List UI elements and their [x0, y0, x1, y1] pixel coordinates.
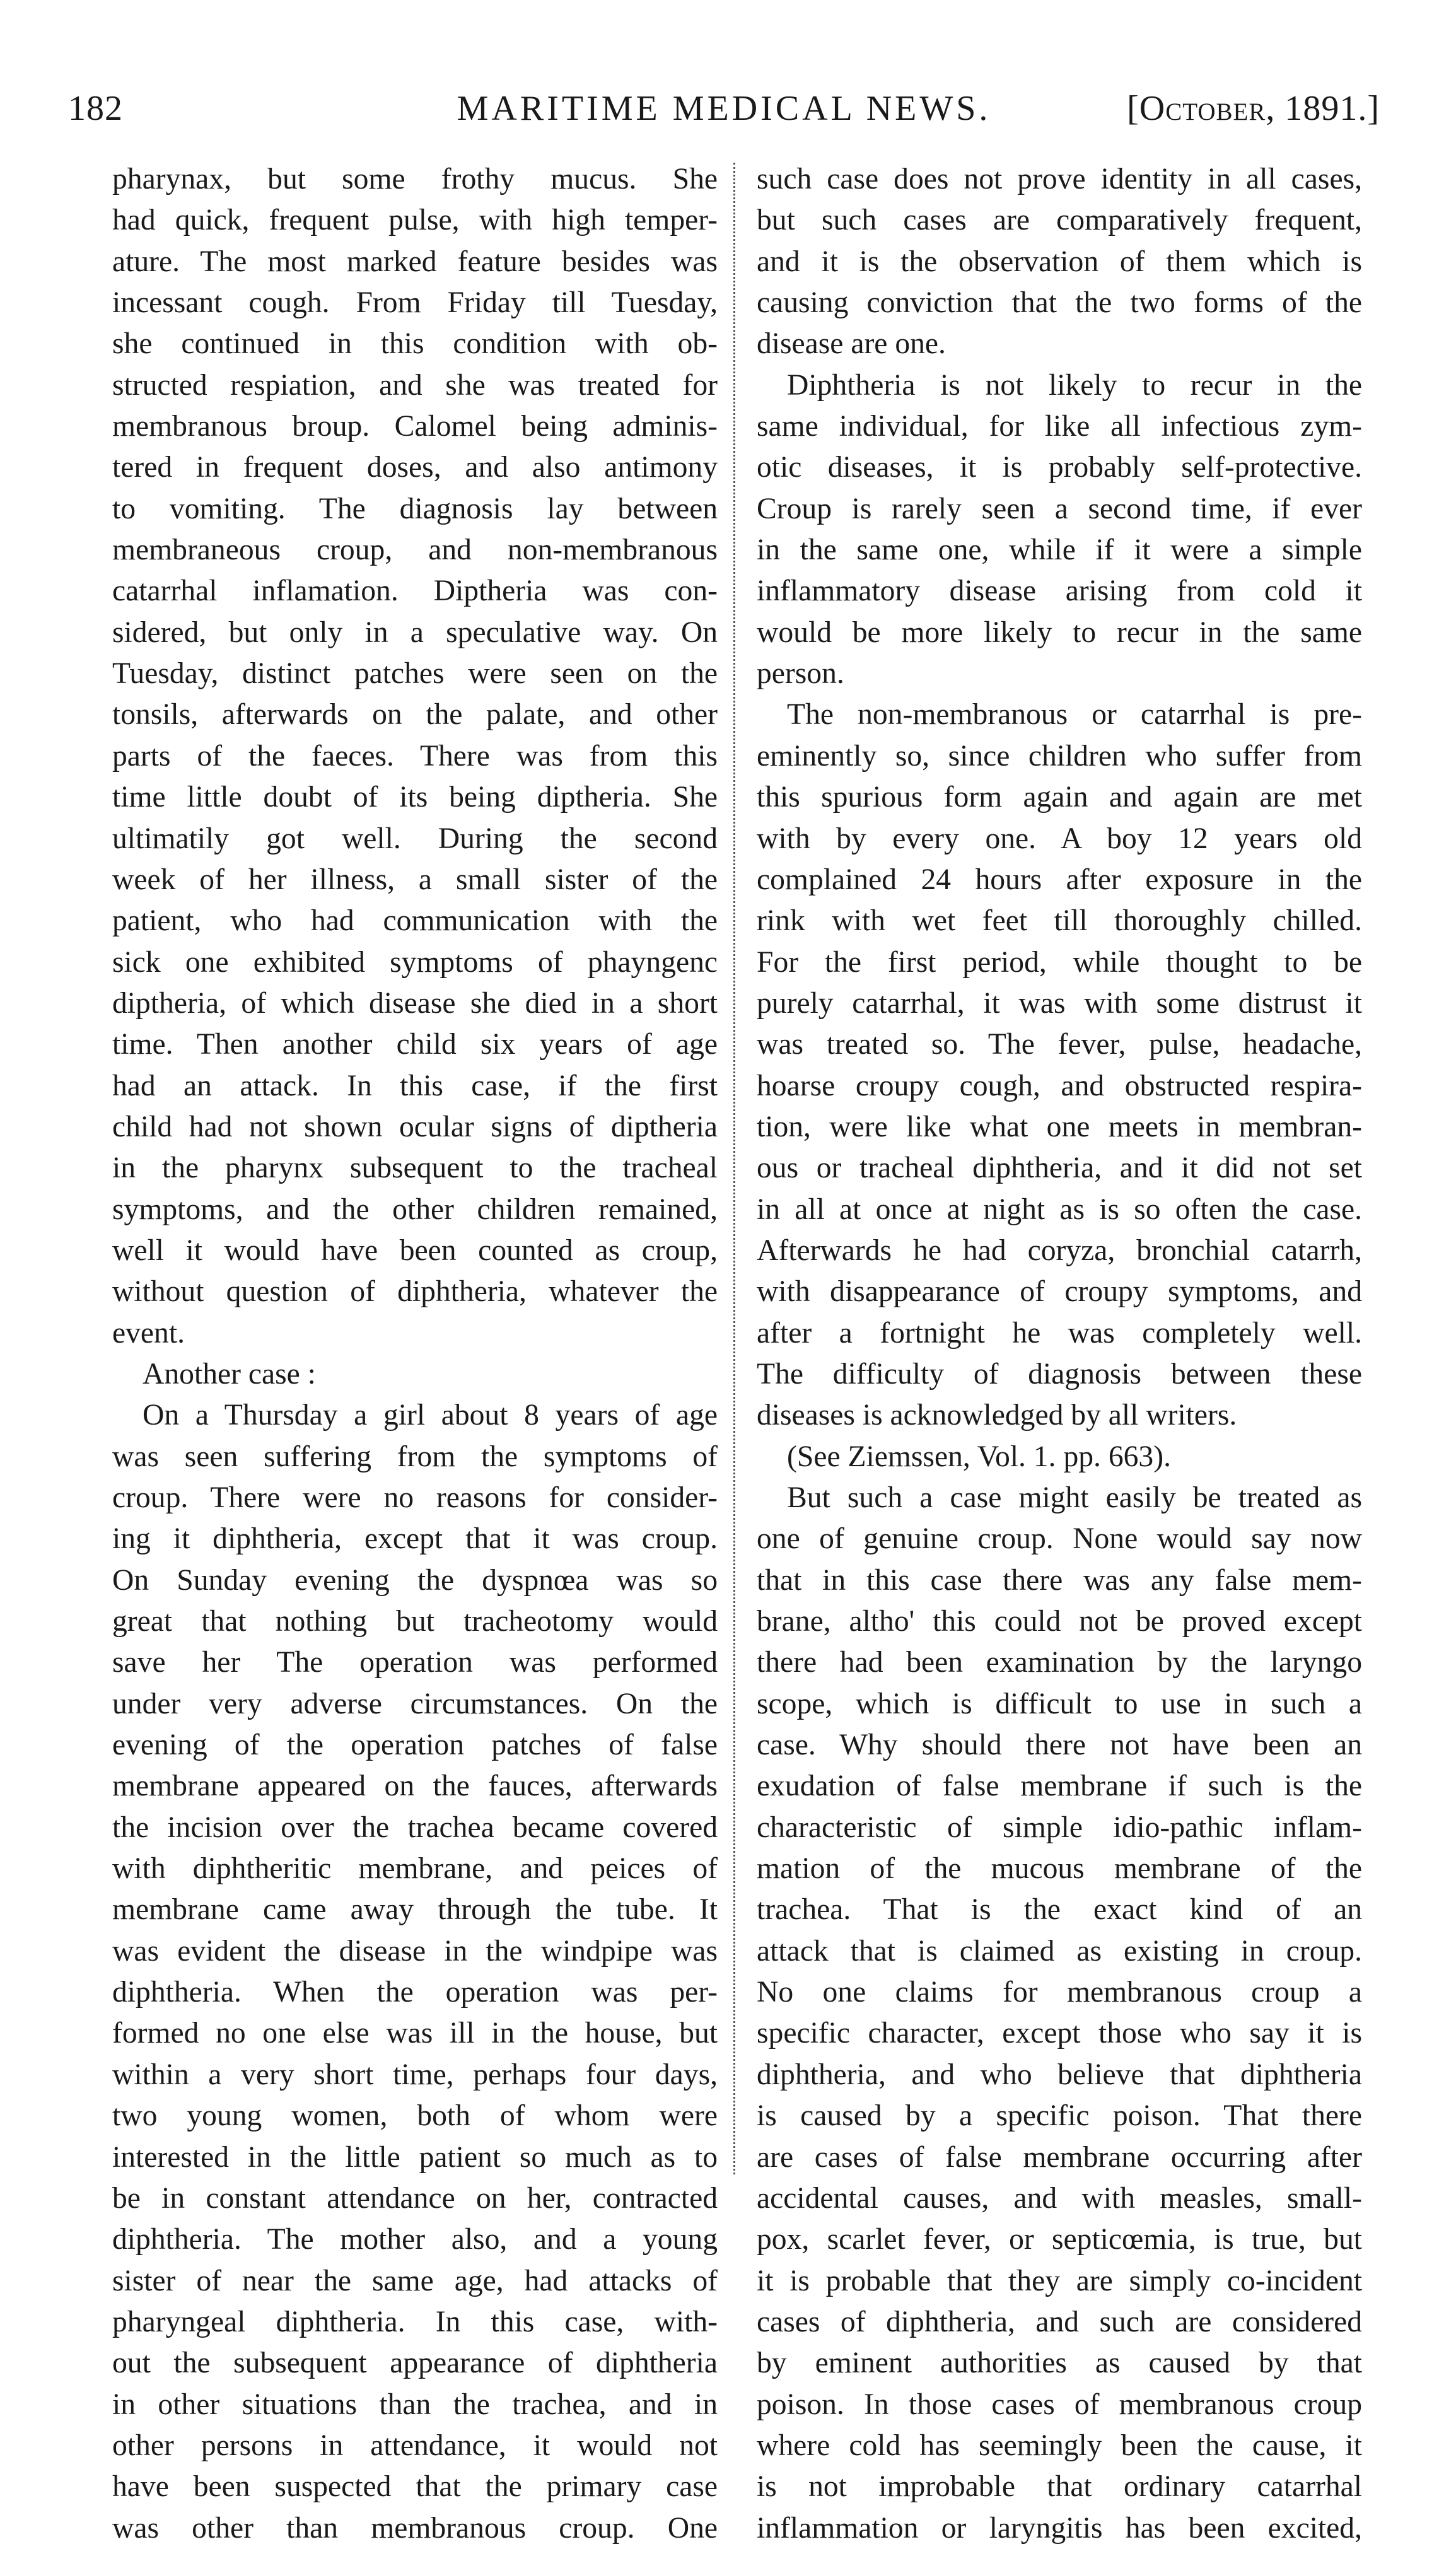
- text-line: croup. There were no reasons for consider-: [112, 1481, 718, 1514]
- text-line: ature. The most marked feature besides was: [112, 245, 718, 278]
- text-line: in the same one, while if it were a simple: [757, 534, 1362, 567]
- text-line: without question of diphtheria, whatever the: [112, 1275, 718, 1309]
- text-line: pox, scarlet fever, or septicœmia, is true, but: [757, 2223, 1362, 2256]
- text-line: had quick, frequent pulse, with high temper-: [112, 204, 718, 237]
- text-line: such case does not prove identity in all cases,: [757, 163, 1362, 195]
- text-line: exudation of false membrane if such is the: [757, 1770, 1362, 1803]
- text-line: brane, altho' this could not be proved except: [757, 1605, 1362, 1638]
- text-line: and it is the observation of them which is: [757, 245, 1362, 278]
- text-line: within a very short time, perhaps four days,: [112, 2058, 718, 2091]
- text-line: The non-membranous or catarrhal is pre-: [787, 698, 1362, 732]
- text-line: one of genuine croup. None would say now: [757, 1522, 1362, 1556]
- text-line: week of her illness, a small sister of the: [112, 863, 718, 896]
- text-line: ing it diphtheria, except that it was croup.: [112, 1522, 718, 1556]
- text-line: otic diseases, it is probably self-protective.: [757, 451, 1362, 484]
- text-line: incessant cough. From Friday till Tuesday,: [112, 286, 718, 320]
- text-line: eminently so, since children who suffer from: [757, 739, 1362, 773]
- text-line: diphtheria, and who believe that diphtheria: [757, 2058, 1362, 2091]
- page-header: [68, 74, 1380, 131]
- text-line: great that nothing but tracheotomy would: [112, 1605, 718, 1638]
- text-line: it is probable that they are simply co-incident: [757, 2264, 1362, 2297]
- text-line: in other situations than the trachea, and in: [112, 2388, 718, 2421]
- text-line: sick one exhibited symptoms of phayngenc: [112, 945, 718, 979]
- text-line: attack that is claimed as existing in croup.: [757, 1934, 1362, 1968]
- text-line: membraneous croup, and non-membranous: [112, 534, 718, 567]
- text-line: evening of the operation patches of false: [112, 1729, 718, 1762]
- journal-title: MARITIME MEDICAL NEWS.: [457, 89, 991, 128]
- text-line: is not improbable that ordinary catarrhal: [757, 2470, 1362, 2504]
- issue-suffix: , 1891.]: [1266, 89, 1380, 128]
- text-line: rink with wet feet till thoroughly chilled.: [757, 904, 1362, 938]
- text-line: Diphtheria is not likely to recur in the: [787, 368, 1362, 402]
- issue-date: [1127, 88, 1380, 129]
- text-line: would be more likely to recur in the same: [757, 615, 1362, 649]
- text-line: inflammation or laryngitis has been excited,: [757, 2511, 1362, 2545]
- text-line: complained 24 hours after exposure in the: [757, 863, 1362, 896]
- text-line: had an attack. In this case, if the first: [112, 1069, 718, 1102]
- text-line: Another case :: [143, 1357, 316, 1391]
- text-line: that in this case there was any false mem-: [757, 1563, 1362, 1597]
- text-line: diphtheria. When the operation was per-: [112, 1976, 718, 2009]
- text-line: For the first period, while thought to be: [757, 945, 1362, 979]
- text-line: catarrhal inflamation. Diptheria was con-: [112, 575, 718, 608]
- text-line: purely catarrhal, it was with some distrust it: [757, 986, 1362, 1020]
- text-line: Tuesday, distinct patches were seen on the: [112, 657, 718, 691]
- text-line: poison. In those cases of membranous croup: [757, 2388, 1362, 2421]
- text-line: On Sunday evening the dyspnœa was so: [112, 1563, 718, 1597]
- text-line: event.: [112, 1316, 185, 1350]
- text-line: On a Thursday a girl about 8 years of age: [143, 1399, 718, 1432]
- text-line: scope, which is difficult to use in such a: [757, 1687, 1362, 1720]
- text-line: disease are one.: [757, 327, 946, 361]
- text-line: same individual, for like all infectious zym-: [757, 410, 1362, 443]
- text-line: pharyngeal diphtheria. In this case, with-: [112, 2305, 718, 2338]
- text-line: be in constant attendance on her, contracted: [112, 2181, 718, 2215]
- text-line: formed no one else was ill in the house, but: [112, 2017, 718, 2050]
- text-line: structed respiation, and she was treated for: [112, 368, 718, 402]
- text-line: but such cases are comparatively frequent,: [757, 204, 1362, 237]
- text-line: tered in frequent doses, and also antimony: [112, 451, 718, 484]
- text-line: diptheria, of which disease she died in a short: [112, 986, 718, 1020]
- text-line: diseases is acknowledged by all writers.: [757, 1399, 1237, 1432]
- text-line: sister of near the same age, had attacks of: [112, 2264, 718, 2297]
- text-line: was seen suffering from the symptoms of: [112, 1440, 718, 1473]
- text-line: have been suspected that the primary case: [112, 2470, 718, 2504]
- text-line: with disappearance of croupy symptoms, and: [757, 1275, 1362, 1309]
- text-line: tonsils, afterwards on the palate, and other: [112, 698, 718, 732]
- text-line: was evident the disease in the windpipe was: [112, 1934, 718, 1968]
- text-line: ous or tracheal diphtheria, and it did not set: [757, 1152, 1362, 1185]
- text-line: time little doubt of its being diptheria. She: [112, 781, 718, 814]
- text-line: sidered, but only in a speculative way. On: [112, 615, 718, 649]
- text-line: No one claims for membranous croup a: [757, 1976, 1362, 2009]
- text-line: the incision over the trachea became covered: [112, 1811, 718, 1844]
- left-text-column: [112, 159, 718, 2545]
- text-line: case. Why should there not have been an: [757, 1729, 1362, 1762]
- text-line: to vomiting. The diagnosis lay between: [112, 492, 718, 525]
- text-line: by eminent authorities as caused by that: [757, 2347, 1362, 2380]
- text-line: is caused by a specific poison. That there: [757, 2099, 1362, 2133]
- text-line: accidental causes, and with measles, small-: [757, 2181, 1362, 2215]
- text-line: mation of the mucous membrane of the: [757, 1852, 1362, 1886]
- text-line: two young women, both of whom were: [112, 2099, 718, 2133]
- text-line: out the subsequent appearance of diphtheria: [112, 2347, 718, 2380]
- text-line: this spurious form again and again are met: [757, 781, 1362, 814]
- text-line: (See Ziemssen, Vol. 1. pp. 663).: [787, 1440, 1171, 1473]
- page-number: 182: [68, 89, 123, 128]
- text-line: in all at once at night as is so often the case.: [757, 1193, 1362, 1226]
- text-line: save her The operation was performed: [112, 1646, 718, 1679]
- text-line: The difficulty of diagnosis between these: [757, 1357, 1362, 1391]
- text-line: ultimatily got well. During the second: [112, 822, 718, 855]
- text-line: Afterwards he had coryza, bronchial catarrh,: [757, 1234, 1362, 1267]
- text-line: child had not shown ocular signs of diptheria: [112, 1110, 718, 1143]
- text-line: was treated so. The fever, pulse, headache,: [757, 1028, 1362, 1061]
- text-line: where cold has seemingly been the cause, it: [757, 2429, 1362, 2462]
- text-line: tion, were like what one meets in membran-: [757, 1110, 1362, 1143]
- text-line: other persons in attendance, it would not: [112, 2429, 718, 2462]
- text-line: person.: [757, 657, 844, 691]
- text-line: well it would have been counted as croup,: [112, 1234, 718, 1267]
- text-line: symptoms, and the other children remained,: [112, 1193, 718, 1226]
- text-line: membrane came away through the tube. It: [112, 1893, 718, 1927]
- text-line: specific character, except those who say it is: [757, 2017, 1362, 2050]
- text-line: interested in the little patient so much as to: [112, 2140, 718, 2174]
- text-line: there had been examination by the laryngo: [757, 1646, 1362, 1679]
- text-line: trachea. That is the exact kind of an: [757, 1893, 1362, 1927]
- text-line: hoarse croupy cough, and obstructed respira-: [757, 1069, 1362, 1102]
- text-line: parts of the faeces. There was from this: [112, 739, 718, 773]
- issue-month: October: [1139, 89, 1266, 128]
- text-line: with diphtheritic membrane, and peices of: [112, 1852, 718, 1886]
- text-line: she continued in this condition with ob-: [112, 327, 718, 361]
- text-line: was other than membranous croup. One: [112, 2511, 718, 2545]
- text-line: membrane appeared on the fauces, afterwards: [112, 1770, 718, 1803]
- issue-prefix: [: [1127, 89, 1139, 128]
- text-line: inflammatory disease arising from cold it: [757, 575, 1362, 608]
- right-text-column: [757, 159, 1362, 2545]
- text-line: with by every one. A boy 12 years old: [757, 822, 1362, 855]
- text-line: are cases of false membrane occurring after: [757, 2140, 1362, 2174]
- text-line: causing conviction that the two forms of the: [757, 286, 1362, 320]
- column-divider: [733, 163, 735, 2174]
- text-line: But such a case might easily be treated as: [787, 1481, 1362, 1514]
- text-line: membranous broup. Calomel being adminis-: [112, 410, 718, 443]
- text-line: after a fortnight he was completely well.: [757, 1316, 1362, 1350]
- text-line: Croup is rarely seen a second time, if ever: [757, 492, 1362, 525]
- text-line: characteristic of simple idio-pathic inflam-: [757, 1811, 1362, 1844]
- text-line: pharynax, but some frothy mucus. She: [112, 163, 718, 195]
- text-line: in the pharynx subsequent to the tracheal: [112, 1152, 718, 1185]
- text-line: cases of diphtheria, and such are considered: [757, 2305, 1362, 2338]
- text-line: diphtheria. The mother also, and a young: [112, 2223, 718, 2256]
- text-line: under very adverse circumstances. On the: [112, 1687, 718, 1720]
- text-line: patient, who had communication with the: [112, 904, 718, 938]
- text-line: time. Then another child six years of age: [112, 1028, 718, 1061]
